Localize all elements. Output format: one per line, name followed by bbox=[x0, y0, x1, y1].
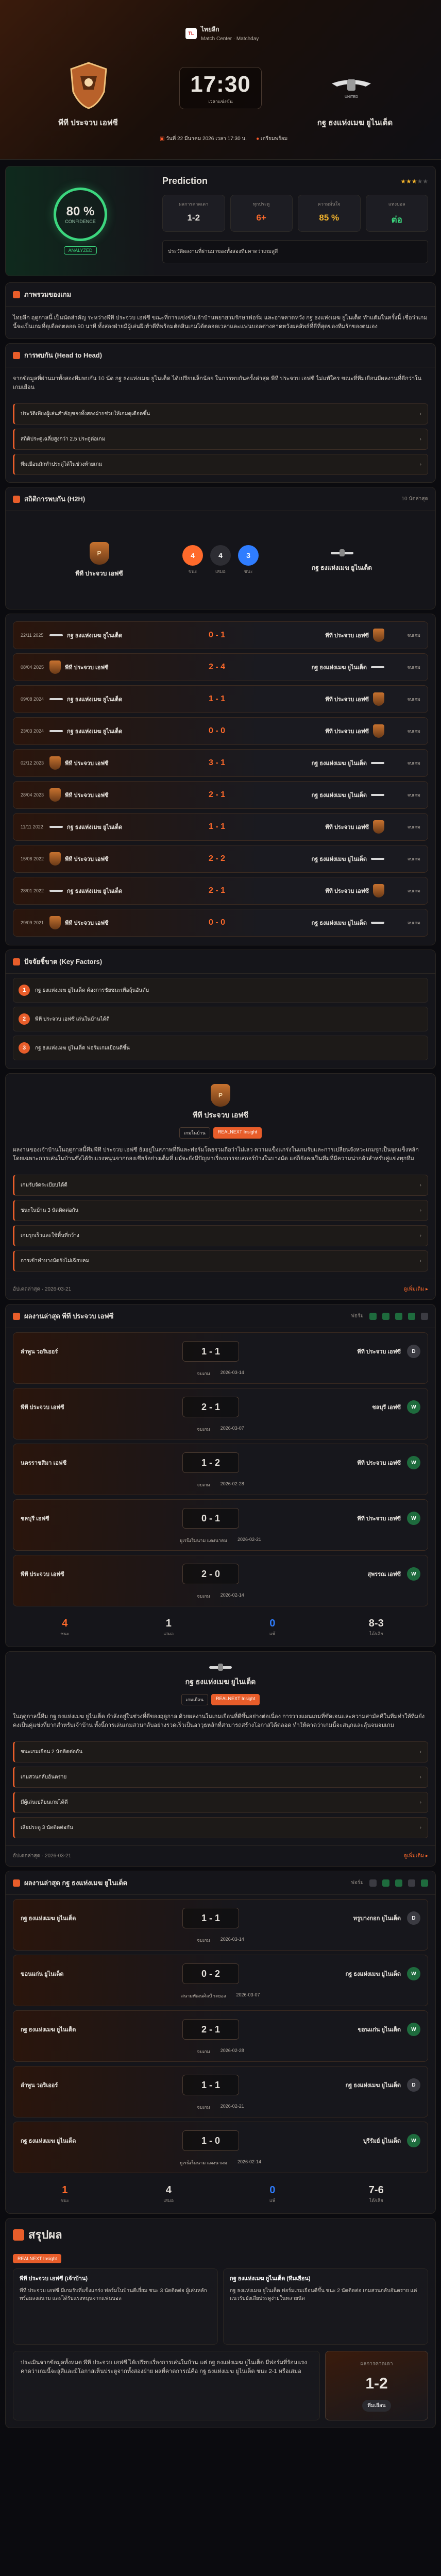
h2h-row-score: 2 - 4 bbox=[208, 663, 225, 671]
away-recent-list bbox=[6, 1899, 435, 2173]
recent-match-away: พีที ประจวบ เอฟซี bbox=[357, 1460, 401, 1466]
h2h-row-away: กฐ ธงแห่งเมฆ ยูไนเต็ด bbox=[245, 918, 384, 927]
h2h-row-home: พีที ประจวบ เอฟซี bbox=[49, 756, 189, 770]
match-hero bbox=[0, 0, 441, 160]
recent-match-score: 1 - 1 bbox=[182, 2075, 239, 2095]
away-wins-count: 3 bbox=[238, 545, 259, 566]
recent-match-away: พีที ประจวบ เอฟซี bbox=[357, 1516, 401, 1522]
key-icon bbox=[13, 958, 20, 965]
team-crest-icon bbox=[49, 916, 61, 929]
home-point[interactable]: เกมรุกเร็วและใช้พื้นที่กว้าง › bbox=[13, 1225, 428, 1246]
recent-match-status: ยูเรนิเร็มนาม แตงนาคม bbox=[179, 2160, 227, 2165]
recent-match[interactable] bbox=[13, 1899, 428, 1951]
away-badge: เกมเยือน bbox=[181, 1694, 208, 1705]
h2h-row-away: พีที ประจวบ เอฟซี bbox=[245, 724, 384, 738]
recent-match-status: จบเกม bbox=[197, 2105, 210, 2110]
recent-match-date: 2026-03-14 bbox=[220, 1370, 244, 1375]
form-icon bbox=[13, 1879, 20, 1887]
home-team-name: พีที ประจวบ เอฟซี bbox=[58, 118, 118, 127]
h2h-history-list bbox=[6, 621, 435, 937]
h2h-row-score: 2 - 1 bbox=[208, 790, 225, 799]
team-crest-icon bbox=[371, 760, 384, 766]
h2h-counts: 4 ชนะ 4 เสมอ 3 ชนะ bbox=[182, 545, 259, 575]
stat-goals: ทุกประตู 6+ bbox=[230, 195, 293, 232]
h2h-row-date: 15/06 2022 bbox=[21, 856, 44, 861]
h2h-row-home: กฐ ธงแห่งเมฆ ยูไนเต็ด bbox=[49, 822, 189, 832]
h2h-row-date: 28/04 2023 bbox=[21, 792, 44, 798]
h2h-row-result: จบเกม bbox=[407, 792, 420, 798]
result-badge: W bbox=[407, 1512, 420, 1525]
h2h-row-score: 2 - 1 bbox=[208, 886, 225, 895]
h2h-row-date: 22/11 2025 bbox=[21, 633, 44, 638]
away-crest-icon bbox=[330, 61, 373, 110]
team-crest-icon bbox=[49, 696, 63, 702]
away-form-summary: 1 ชนะ 4 เสมอ 0 แพ้ 7-6 ได้/เสีย bbox=[60, 2184, 384, 2203]
h2h-row-home: กฐ ธงแห่งเมฆ ยูไนเต็ด bbox=[49, 631, 189, 640]
h2h-row-away: กฐ ธงแห่งเมฆ ยูไนเต็ด bbox=[245, 854, 384, 863]
recent-match-status: สนามพัฒนศิลป์ ระยอง bbox=[181, 1993, 226, 1998]
h2h-row[interactable] bbox=[13, 685, 428, 713]
h2h-row-score: 1 - 1 bbox=[208, 822, 225, 831]
overview-title: ภาพรวมของเกม bbox=[24, 291, 72, 298]
key-title: ปัจจัยชี้ขาด (Key Factors) bbox=[24, 958, 103, 965]
h2h-row-home: พีที ประจวบ เอฟซี bbox=[49, 788, 189, 802]
h2h-row[interactable] bbox=[13, 653, 428, 681]
h2h-row-result: จบเกม bbox=[407, 856, 420, 861]
h2h-row-result: จบเกม bbox=[407, 665, 420, 670]
h2h-row[interactable] bbox=[13, 749, 428, 777]
draws-count: 4 bbox=[210, 545, 231, 566]
calendar-icon: ▣ bbox=[160, 136, 165, 142]
home-point[interactable]: เกมรับจัดระเบียบได้ดี › bbox=[13, 1175, 428, 1196]
result-badge: D bbox=[407, 1345, 420, 1358]
home-section-text: ผลงานของเจ้าบ้านในฤดูกาลนี้ทีมพีที ประจวบ เอฟซี ยังอยู่ในสภาพที่ดีและฟอร์มโดยรวมถือว่าไม่เลว ความแข็งแกร่งในเกมรับและการเปลี่ยนจังหวะเกมรุกเป็นจุดแข็งหลัก โดยเฉพาะการเล่นในบ้านซึ่งได้รับแรงหนุนจากกองเชียร์อย่างเต็มที่ แม้จะยังมีปัญหาเรื่องการจบสกอร์บ้างในบางนัด แต่ก็ยังคงเป็นทีมที่มีความน่ากลัวสำหรับคู่แข่งทุกทีม bbox=[13, 1147, 419, 1162]
recent-match-score: 1 - 1 bbox=[182, 1908, 239, 1928]
recent-match-date: 2026-03-07 bbox=[220, 1426, 244, 1431]
status-dot-icon: ● bbox=[256, 136, 260, 142]
home-updated: อัปเดตล่าสุด · 2026-03-21 bbox=[13, 1286, 72, 1292]
analyzed-badge: ANALYZED bbox=[64, 246, 97, 255]
h2h-row-date: 29/09 2021 bbox=[21, 920, 44, 925]
recent-match-date: 2026-02-14 bbox=[220, 1592, 244, 1598]
away-team-name: กฐ ธงแห่งเมฆ ยูไนเต็ด bbox=[317, 118, 393, 127]
h2h-analysis-text: จากข้อมูลที่ผ่านมาทั้งสองทีมพบกัน 10 นัด กฐ ธงแห่งเมฆ ยูไนเต็ด ได้เปรียบเล็กน้อย ในการพบกันครั้งล่าสุด พีที ประจวบ เอฟซี ไม่แพ้ใคร ขณะที่ทีมเยือนมีผลงานที่ดีกว่าในเกมเยือน bbox=[13, 376, 422, 391]
final-pick-tag: ทีมเยือน bbox=[362, 2400, 391, 2412]
recent-match-away: พีที ประจวบ เอฟซี bbox=[357, 1349, 401, 1355]
h2h-point[interactable]: ทีมเยือนมักทำประตูได้ในช่วงท้ายเกม › bbox=[13, 454, 428, 475]
recent-match-home: กฐ ธงแห่งเมฆ ยูไนเต็ด bbox=[21, 1916, 76, 1922]
team-crest-icon bbox=[371, 792, 384, 798]
recent-match-home: นครราชสีมา เอฟซี bbox=[21, 1460, 67, 1466]
summary-final-text: ประเมินจากข้อมูลทั้งหมด พีที ประจวบ เอฟซี ได้เปรียบเรื่องการเล่นในบ้าน แต่ กฐ ธงแห่งเมฆ ยูไนเต็ด มีฟอร์มที่ร้อนแรง คาดว่าเกมนี้จะสูสีและมีโอกาสเห็นประตูจากทั้งสองฝ่าย ผลที่คาดการณ์คือ กฐ ธงแห่งเมฆ ยูไนเต็ด ชนะ 2-1 หรือเสมอ bbox=[13, 2351, 320, 2420]
team-crest-icon bbox=[373, 692, 384, 706]
recent-match-date: 2026-02-28 bbox=[220, 2048, 244, 2053]
result-badge: W bbox=[407, 2023, 420, 2036]
h2h-row-score: 1 - 1 bbox=[208, 694, 225, 703]
h2h-row-date: 08/04 2025 bbox=[21, 665, 44, 670]
recent-match-status: จบเกม bbox=[197, 1482, 210, 1487]
key-factors-card bbox=[5, 950, 436, 1069]
stat-score: ผลการคาดเดา 1-2 bbox=[162, 195, 225, 232]
h2h-row-score: 0 - 1 bbox=[208, 631, 225, 639]
h2h-row-result: จบเกม bbox=[407, 633, 420, 638]
chevron-right-icon: › bbox=[419, 462, 421, 467]
h2h-row-away: พีที ประจวบ เอฟซี bbox=[245, 692, 384, 706]
confidence-label: CONFIDENCE bbox=[65, 219, 96, 224]
home-section-name: พีที ประจวบ เอฟซี bbox=[193, 1111, 248, 1119]
h2h-icon bbox=[13, 352, 20, 359]
team-crest-icon bbox=[49, 632, 63, 638]
insight-badge: REALNEXT Insight bbox=[213, 1127, 262, 1139]
stats-icon bbox=[13, 496, 20, 503]
recent-match-score: 1 - 1 bbox=[182, 1341, 239, 1362]
recent-match-home: กฐ ธงแห่งเมฆ ยูไนเต็ด bbox=[21, 2027, 76, 2033]
summary-badge: REALNEXT Insight bbox=[13, 2254, 61, 2263]
match-meta bbox=[160, 135, 287, 143]
h2h-row-home: กฐ ธงแห่งเมฆ ยูไนเต็ด bbox=[49, 694, 189, 704]
team-crest-icon bbox=[373, 724, 384, 738]
h2h-row-score: 0 - 0 bbox=[208, 726, 225, 735]
h2h-row-score: 2 - 2 bbox=[208, 854, 225, 863]
recent-match-status: จบเกม bbox=[197, 1427, 210, 1432]
recent-match[interactable] bbox=[13, 1555, 428, 1606]
summary-away: กฐ ธงแห่งเมฆ ยูไนเต็ด (ทีมเยือน) กฐ ธงแห่งเมฆ ยูไนเต็ด ฟอร์มเกมเยือนดีขึ้น ชนะ 2 นัดติดต่อ เกมสวนกลับอันตราย แต่แนวรับยังเสียประตูง่ายในหลายนัด bbox=[223, 2268, 428, 2345]
confidence-panel bbox=[6, 166, 155, 276]
prediction-card bbox=[5, 166, 436, 276]
h2h-point[interactable]: ประวัติเพียงผู้เล่นสำคัญของทั้งสองฝ่ายช่วยให้เกมดุเดือดขึ้น › bbox=[13, 403, 428, 425]
overview-card bbox=[5, 282, 436, 339]
recent-match-score: 0 - 2 bbox=[182, 1963, 239, 1984]
h2h-row[interactable] bbox=[13, 717, 428, 745]
summary-card bbox=[5, 2218, 436, 2428]
h2h-title: สถิติการพบกัน (H2H) bbox=[24, 495, 86, 503]
recent-match-date: 2026-03-14 bbox=[220, 1937, 244, 1942]
h2h-row-away: พีที ประจวบ เอฟซี bbox=[245, 820, 384, 834]
h2h-row-home: พีที ประจวบ เอฟซี bbox=[49, 660, 189, 674]
h2h-row-result: จบเกม bbox=[407, 824, 420, 829]
overview-icon bbox=[13, 291, 20, 298]
result-badge: W bbox=[407, 1567, 420, 1581]
recent-match[interactable] bbox=[13, 1332, 428, 1384]
home-analysis-card bbox=[5, 1073, 436, 1300]
recent-match-status: จบเกม bbox=[197, 1371, 210, 1376]
confidence-percent: 80 % bbox=[66, 205, 95, 218]
match-status: ● เตรียมพร้อม bbox=[256, 136, 288, 142]
h2h-summary bbox=[6, 511, 435, 609]
recent-match-date: 2026-02-21 bbox=[220, 2104, 244, 2109]
kickoff-clock bbox=[179, 67, 262, 109]
h2h-history-card bbox=[5, 614, 436, 945]
h2h-row-home: พีที ประจวบ เอฟซี bbox=[49, 916, 189, 929]
away-updated: อัปเดตล่าสุด · 2026-03-21 bbox=[13, 1853, 72, 1859]
prediction-stats bbox=[162, 195, 428, 232]
recent-match-score: 2 - 1 bbox=[182, 2019, 239, 2040]
h2h-row-result: จบเกม bbox=[407, 888, 420, 893]
recent-match-home: ชลบุรี เอฟซี bbox=[21, 1516, 49, 1522]
chevron-right-icon: › bbox=[419, 411, 421, 417]
recent-match-date: 2026-02-14 bbox=[237, 2159, 262, 2164]
summary-teams bbox=[6, 2268, 435, 2345]
key-factor: 3 กฐ ธงแห่งเมฆ ยูไนเต็ด ฟอร์มเกมเยือนดีขึ้น bbox=[13, 1036, 428, 1060]
h2h-row-result: จบเกม bbox=[407, 728, 420, 734]
home-recent-card: ผลงานล่าสุด พีที ประจวบ เอฟซี ฟอร์ม ลำพูน วอริเออร์ 1 - 1 พีที ประจวบ เอฟซี D จบเกม 2026-03-14 พีที ประจวบ เอฟซี 2 - 1 ชลบุรี เอฟซี W จบเกม 2026-03-07 นครราชสีมา เอฟซี 1 - 2 พีที ประจวบ เอฟซี W จบเกม 2026-02-28 ชลบุรี เอฟซี 0 - 1 พีที ประจวบ เอฟซี W ยูเรนิเร็มนาม แตงนาคม 2026-02-21 พีที ประจวบ เอฟซี 2 - 0 สุพรรณ เอฟซี W จบเกม 2026-02-14 4 ชนะ 1 เสมอ 0 แพ้ 8-3 ได้/เสีย bbox=[5, 1304, 436, 1647]
recent-match-date: 2026-03-07 bbox=[236, 1992, 260, 1997]
home-more-link[interactable]: ดูเพิ่มเติม ▸ bbox=[403, 1286, 428, 1292]
stat-confidence: ความมั่นใจ 85 % bbox=[298, 195, 361, 232]
recent-match-date: 2026-02-28 bbox=[220, 1481, 244, 1486]
result-badge: W bbox=[407, 1967, 420, 1980]
recent-match[interactable] bbox=[13, 2010, 428, 2062]
team-crest-icon bbox=[49, 660, 61, 674]
recent-match-score: 1 - 2 bbox=[182, 1452, 239, 1473]
h2h-row-date: 11/11 2022 bbox=[21, 824, 43, 829]
away-section-name: กฐ ธงแห่งเมฆ ยูไนเต็ด bbox=[185, 1677, 256, 1686]
confidence-ring bbox=[54, 188, 107, 241]
team-crest-icon bbox=[49, 824, 63, 830]
h2h-row-home: พีที ประจวบ เอฟซี bbox=[49, 852, 189, 866]
h2h-row-date: 28/01 2022 bbox=[21, 888, 44, 893]
summary-icon bbox=[13, 2229, 24, 2241]
away-more-link[interactable]: ดูเพิ่มเติม ▸ bbox=[403, 1853, 428, 1859]
team-crest-icon bbox=[49, 888, 63, 894]
result-badge: D bbox=[407, 2078, 420, 2092]
away-recent-title: ผลงานล่าสุด กฐ ธงแห่งเมฆ ยูไนเต็ด bbox=[24, 1879, 128, 1887]
h2h-point[interactable]: สถิติประตูเฉลี่ยสูงกว่า 2.5 ประตูต่อเกม › bbox=[13, 429, 428, 450]
h2h-row[interactable] bbox=[13, 877, 428, 905]
h2h-count: 10 นัดล่าสุด bbox=[401, 496, 428, 502]
h2h-row[interactable] bbox=[13, 845, 428, 873]
home-crest-icon: P bbox=[90, 542, 109, 565]
kickoff-time: 17:30 bbox=[190, 72, 251, 97]
recent-match-status: จบเกม bbox=[197, 1594, 210, 1599]
h2h-row-result: จบเกม bbox=[407, 920, 420, 925]
recent-match-away: ขอนแก่น ยูไนเต็ด bbox=[358, 2027, 401, 2033]
team-crest-icon bbox=[371, 856, 384, 862]
away-point[interactable]: มีผู้เล่นเปลี่ยนเกมได้ดี › bbox=[13, 1792, 428, 1813]
recent-match[interactable] bbox=[13, 2066, 428, 2117]
h2h-row[interactable] bbox=[13, 909, 428, 937]
h2h-analysis-card bbox=[5, 343, 436, 483]
away-analysis-card bbox=[5, 1651, 436, 1867]
key-factor: 1 กฐ ธงแห่งเมฆ ยูไนเต็ด ต้องการชัยชนะเพื่อลุ้นอันดับ bbox=[13, 978, 428, 1003]
h2h-row-result: จบเกม bbox=[407, 697, 420, 702]
kickoff-sub: เวลาแข่งขัน bbox=[208, 99, 233, 104]
h2h-row-date: 23/03 2024 bbox=[21, 728, 44, 734]
league-name: ไทยลีก bbox=[201, 26, 219, 33]
home-badge: เกมในบ้าน bbox=[179, 1127, 210, 1139]
result-badge: W bbox=[407, 1400, 420, 1414]
recent-match[interactable] bbox=[13, 1388, 428, 1439]
recent-match-score: 1 - 0 bbox=[182, 2130, 239, 2151]
recent-match[interactable] bbox=[13, 2122, 428, 2173]
home-crest-icon bbox=[67, 61, 110, 110]
h2h-row-away: พีที ประจวบ เอฟซี bbox=[245, 629, 384, 642]
h2h-row[interactable] bbox=[13, 813, 428, 841]
recent-match-away: สุพรรณ เอฟซี bbox=[367, 1571, 401, 1578]
final-pick: ผลการคาดเดา 1-2 ทีมเยือน bbox=[325, 2351, 428, 2420]
home-point[interactable]: ชนะในบ้าน 3 นัดติดต่อกัน › bbox=[13, 1200, 428, 1221]
recent-match-home: พีที ประจวบ เอฟซี bbox=[21, 1404, 64, 1411]
team-crest-icon bbox=[373, 820, 384, 834]
league-sub: Match Center · Matchday bbox=[201, 36, 259, 42]
h2h-home: P พีที ประจวบ เอฟซี bbox=[16, 542, 182, 579]
prediction-title: Prediction bbox=[162, 176, 208, 186]
recent-match-away: ชลบุรี เอฟซี bbox=[372, 1404, 401, 1411]
prediction-detail bbox=[155, 166, 435, 276]
h2h-row-score: 3 - 1 bbox=[208, 758, 225, 767]
recent-match-home: พีที ประจวบ เอฟซี bbox=[21, 1571, 64, 1578]
recent-match-status: ยูเรนิเร็มนาม แตงนาคม bbox=[179, 1538, 227, 1543]
h2h-row[interactable] bbox=[13, 621, 428, 649]
h2h-row-score: 0 - 0 bbox=[208, 918, 225, 927]
h2h-row-result: จบเกม bbox=[407, 760, 420, 766]
h2h-stats-card bbox=[5, 487, 436, 609]
recent-match-status: จบเกม bbox=[197, 2049, 210, 2054]
home-recent-title: ผลงานล่าสุด พีที ประจวบ เอฟซี bbox=[24, 1312, 114, 1320]
team-crest-icon bbox=[49, 756, 61, 770]
recent-match-score: 2 - 0 bbox=[182, 1564, 239, 1584]
home-form-summary: 4 ชนะ 1 เสมอ 0 แพ้ 8-3 ได้/เสีย bbox=[60, 1618, 384, 1636]
final-pick-score: 1-2 bbox=[365, 2375, 388, 2392]
recent-match-home: ขอนแก่น ยูไนเต็ด bbox=[21, 1971, 64, 1977]
recent-match-away: บุรีรัมย์ ยูไนเต็ด bbox=[363, 2138, 401, 2144]
result-badge: W bbox=[407, 1456, 420, 1469]
away-crest-icon bbox=[209, 1662, 232, 1673]
h2h-row-date: 02/12 2023 bbox=[21, 760, 44, 766]
recent-match-home: ลำพูน วอริเออร์ bbox=[21, 2082, 58, 2089]
recent-match-status: จบเกม bbox=[197, 1938, 210, 1943]
home-crest-icon: P bbox=[211, 1084, 230, 1107]
away-recent-card: ผลงานล่าสุด กฐ ธงแห่งเมฆ ยูไนเต็ด ฟอร์ม กฐ ธงแห่งเมฆ ยูไนเต็ด 1 - 1 ทรูบางกอก ยูไนเต็ด D จบเกม 2026-03-14 ขอนแก่น ยูไนเต็ด 0 - 2 กฐ ธงแห่งเมฆ ยูไนเต็ด W สนามพัฒนศิลป์ ระยอง 2026-03-07 กฐ ธงแห่งเมฆ ยูไนเต็ด 2 - 1 ขอนแก่น ยูไนเต็ด W จบเกม 2026-02-28 ลำพูน วอริเออร์ 1 - 1 กฐ ธงแห่งเมฆ ยูไนเต็ด D จบเกม 2026-02-21 กฐ ธงแห่งเมฆ ยูไนเต็ด 1 - 0 บุรีรัมย์ ยูไนเต็ด W ยูเรนิเร็มนาม แตงนาคม 2026-02-14 1 ชนะ 4 เสมอ 0 แพ้ 7-6 ได้/เสีย bbox=[5, 1871, 436, 2214]
recent-match[interactable] bbox=[13, 1955, 428, 2006]
home-wins-count: 4 bbox=[182, 545, 203, 566]
recent-match-away: กฐ ธงแห่งเมฆ ยูไนเต็ด bbox=[345, 1971, 401, 1977]
recent-match-home: ลำพูน วอริเออร์ bbox=[21, 1349, 58, 1355]
recent-match-score: 0 - 1 bbox=[182, 1508, 239, 1529]
h2h-row[interactable] bbox=[13, 781, 428, 809]
h2h-row-away: พีที ประจวบ เอฟซี bbox=[245, 884, 384, 897]
recent-match[interactable] bbox=[13, 1499, 428, 1551]
h2h-row-home: กฐ ธงแห่งเมฆ ยูไนเต็ด bbox=[49, 886, 189, 895]
h2h-row-date: 09/08 2024 bbox=[21, 697, 44, 702]
recent-match-score: 2 - 1 bbox=[182, 1397, 239, 1417]
overview-text: ไทยลีก ฤดูกาลนี้ เป็นนัดสำคัญ ระหว่างพีที ประจวบ เอฟซี ขณะที่การแข่งขันเจ้าบ้านพยายามรักษาฟอร์ม และอาจคาดหวัง กฐ ธงแห่งเมฆ ยูไนเต็ด ทำแต้มในครั้งนี้ เชื่อว่าเกมนี้จะเป็นเกมที่ดุเดือดตลอด 90 นาที ทั้งสองฝ่ายมีผู้เล่นฝีเท้าดีที่พร้อมตัดสินเกมได้ตลอดเวลาและแฟนบอลต่างคาดหวังผลลัพธ์ที่ดีที่สุดของทีมรักของตนเอง bbox=[13, 315, 428, 330]
recent-match-away: กฐ ธงแห่งเมฆ ยูไนเต็ด bbox=[345, 2082, 401, 2089]
h2h-row-away: กฐ ธงแห่งเมฆ ยูไนเต็ด bbox=[245, 790, 384, 800]
h2h-away: กฐ ธงแห่งเมฆ ยูไนเต็ด bbox=[259, 548, 425, 573]
prediction-note: ประวัติผลงานที่ผ่านมาของทั้งสองทีมคาดว่าเกมสูสี bbox=[162, 240, 428, 263]
recent-match-home: กฐ ธงแห่งเมฆ ยูไนเต็ด bbox=[21, 2138, 76, 2144]
away-point[interactable]: เกมสวนกลับอันตราย › bbox=[13, 1767, 428, 1788]
summary-final bbox=[6, 2345, 435, 2428]
h2h-row-away: กฐ ธงแห่งเมฆ ยูไนเต็ด bbox=[245, 758, 384, 768]
league-header[interactable] bbox=[185, 25, 259, 42]
team-crest-icon bbox=[371, 920, 384, 926]
team-crest-icon bbox=[49, 788, 61, 802]
rating-stars-icon: ★★★★★ bbox=[400, 177, 428, 185]
recent-match[interactable] bbox=[13, 1444, 428, 1495]
h2h-row-home: กฐ ธงแห่งเมฆ ยูไนเต็ด bbox=[49, 726, 189, 736]
svg-text:UNITED: UNITED bbox=[344, 95, 359, 99]
summary-home: พีที ประจวบ เอฟซี (เจ้าบ้าน) พีที ประจวบ เอฟซี มีเกมรับที่แข็งแกร่ง ฟอร์มในบ้านดีเยี่ยม ชนะ 3 นัดติดต่อ ผู้เล่นหลักพร้อมลงสนาม และได้รับแรงหนุนจากแฟนบอล bbox=[13, 2268, 218, 2345]
team-crest-icon bbox=[49, 852, 61, 866]
form-w bbox=[369, 1313, 377, 1320]
recent-match-away: ทรูบางกอก ยูไนเต็ด bbox=[353, 1916, 401, 1922]
away-point[interactable]: ชนะเกมเยือน 2 นัดติดต่อกัน › bbox=[13, 1741, 428, 1762]
away-section-text: ในฤดูกาลนี้ทีม กฐ ธงแห่งเมฆ ยูไนเต็ด กำลังอยู่ในช่วงที่ดีของฤดูกาล ด้วยผลงานในเกมเยือนที่ดีขึ้นอย่างต่อเนื่อง การวางแผนเกมที่ชัดเจนและความสามัคคีในทีมทำให้ทีมยังคงเป็นคู่แข่งที่ยากสำหรับเจ้าบ้าน ทั้งนี้การเล่นเกมสวนกลับอย่างรวดเร็วเป็นอาวุธหลักที่สามารถสร้างโอกาสได้ตลอด ทำให้คาดว่าเกมนี้จะสนุกและลุ้นจนจบเกม bbox=[13, 1714, 425, 1728]
key-factor: 2 พีที ประจวบ เอฟซี เล่นในบ้านได้ดี bbox=[13, 1007, 428, 1031]
league-logo-icon: TL bbox=[185, 28, 197, 39]
match-date: ▣ วันที่ 22 มีนาคม 2026 เวลา 17:30 น. bbox=[160, 136, 247, 142]
chevron-right-icon: › bbox=[419, 436, 421, 442]
recent-match-date: 2026-02-21 bbox=[237, 1537, 262, 1542]
form-icon bbox=[13, 1313, 20, 1320]
team-crest-icon bbox=[49, 728, 63, 734]
insight-badge: REALNEXT Insight bbox=[211, 1694, 260, 1705]
result-badge: D bbox=[407, 1911, 420, 1925]
summary-title: สรุปผล bbox=[28, 2228, 62, 2241]
h2h-row-away: กฐ ธงแห่งเมฆ ยูไนเต็ด bbox=[245, 663, 384, 672]
home-recent-list bbox=[6, 1332, 435, 1606]
result-badge: W bbox=[407, 2134, 420, 2147]
home-point[interactable]: การเข้าทำบางนัดยังไม่เฉียบคม › bbox=[13, 1250, 428, 1272]
team-crest-icon bbox=[373, 629, 384, 642]
team-crest-icon bbox=[371, 664, 384, 670]
away-point[interactable]: เสียประตู 3 นัดติดต่อกัน › bbox=[13, 1817, 428, 1838]
h2h-analysis-title: การพบกัน (Head to Head) bbox=[24, 351, 103, 359]
stat-handicap: แทงบอล ต่อ bbox=[366, 195, 429, 232]
team-crest-icon bbox=[373, 884, 384, 897]
away-crest-icon bbox=[331, 548, 353, 559]
